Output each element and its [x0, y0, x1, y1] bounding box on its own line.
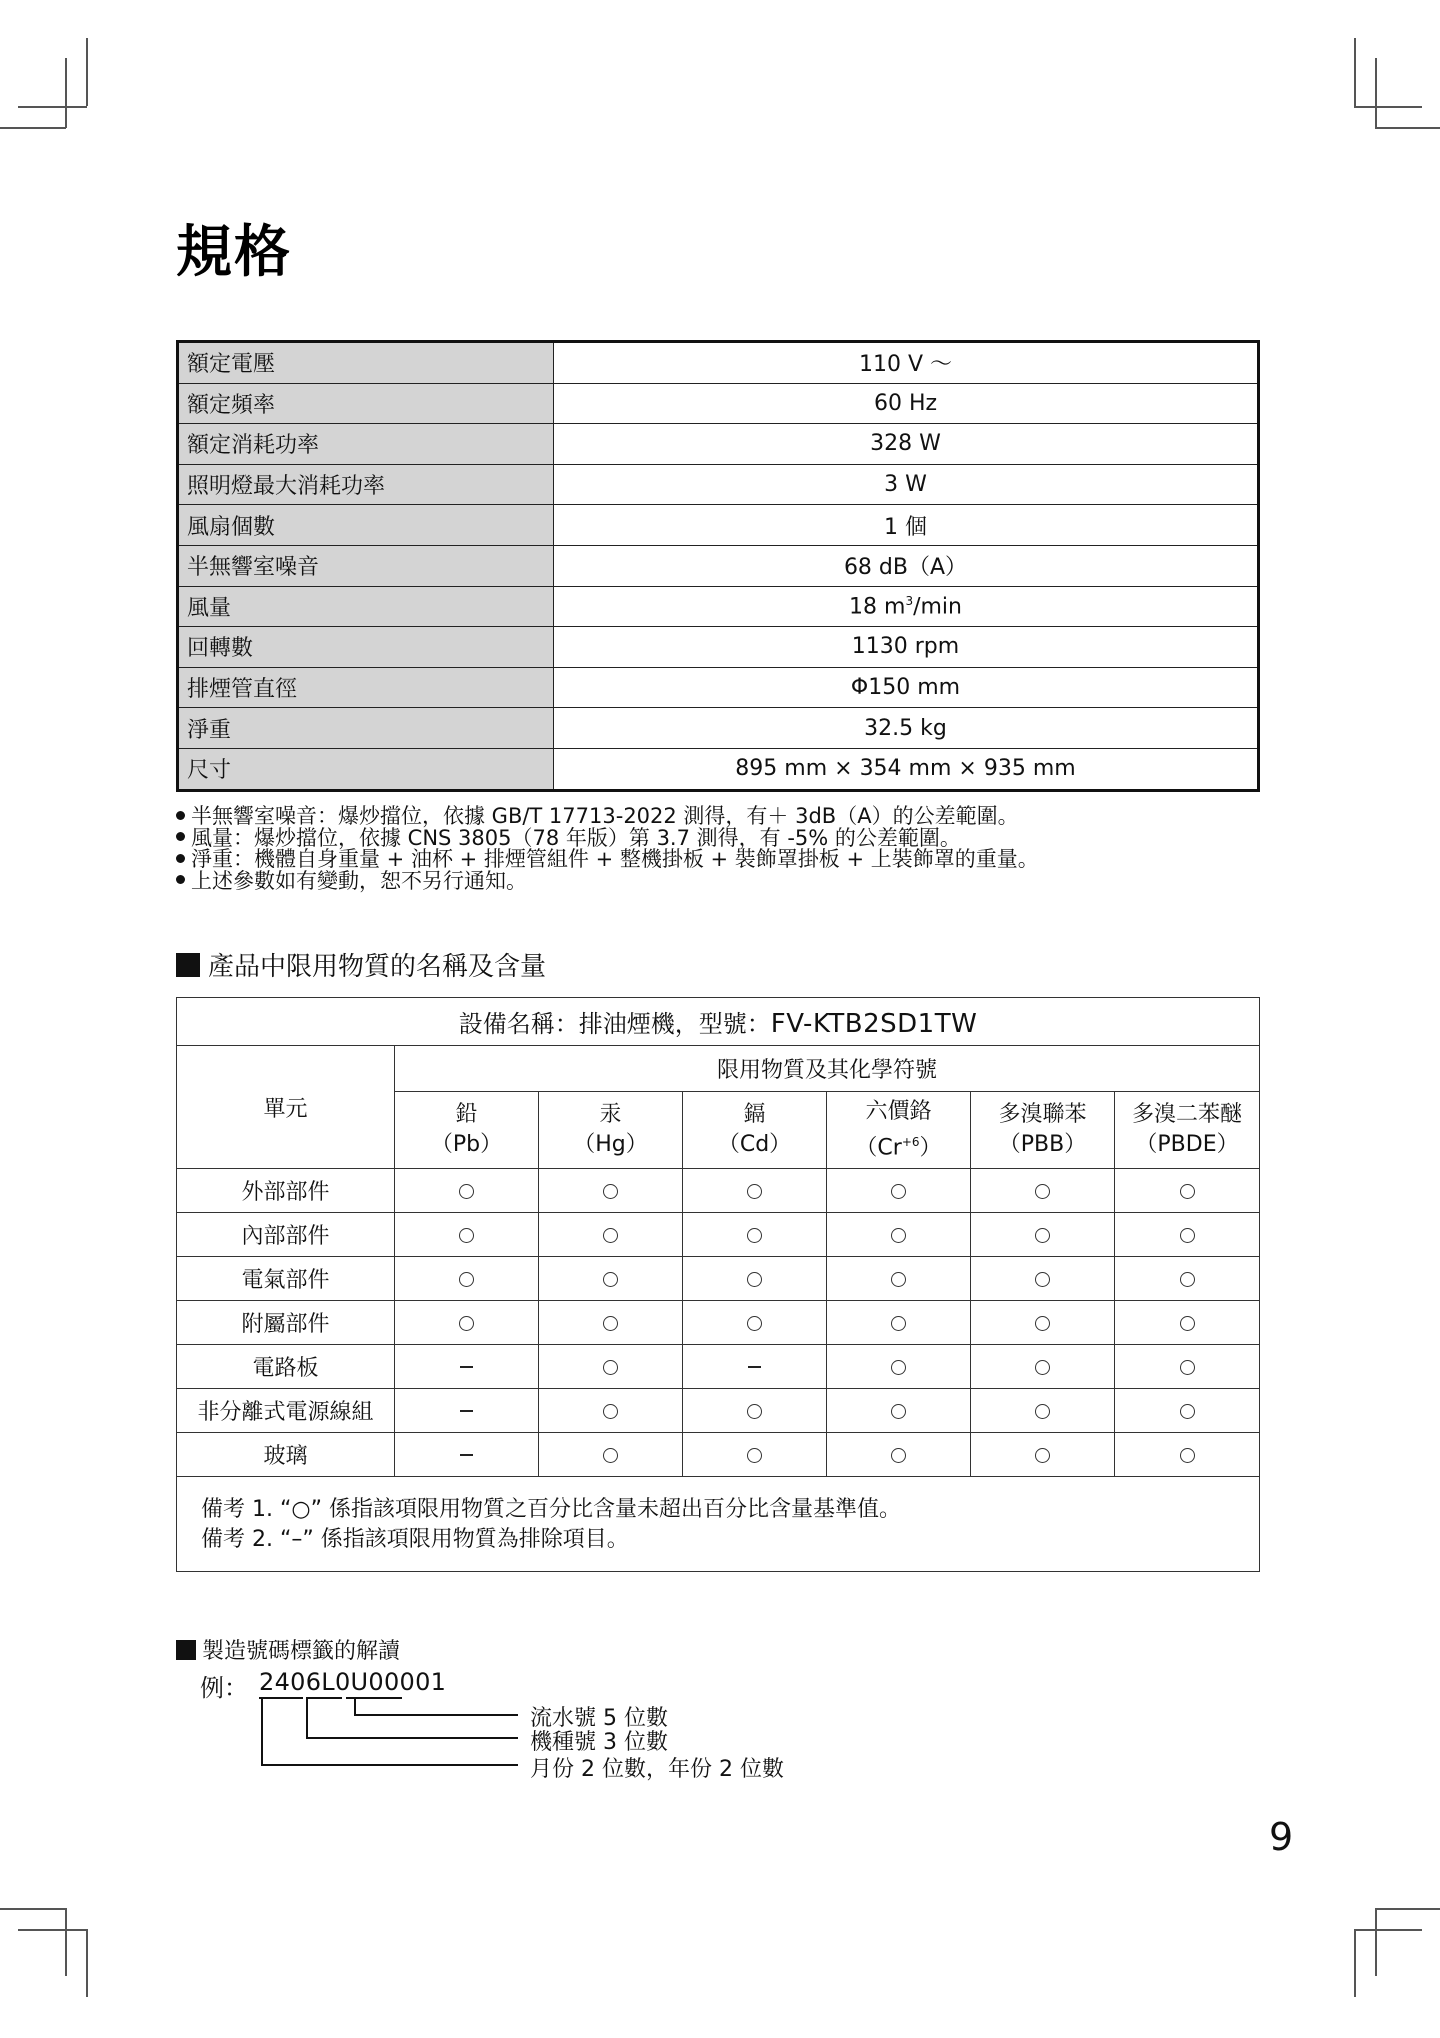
underline-model — [306, 1697, 342, 1699]
substance-status-cell — [827, 1389, 971, 1433]
spec-label: 回轉數 — [178, 627, 554, 668]
circle-mark-icon — [1180, 1228, 1195, 1243]
spec-table — [176, 340, 1260, 792]
spec-value: 110 V ～ — [554, 342, 1259, 384]
dash-mark-icon — [748, 1366, 761, 1368]
substance-status-cell — [827, 1213, 971, 1257]
restricted-substances-table — [176, 997, 1260, 1572]
spec-label: 淨重 — [178, 708, 554, 749]
spec-value: 328 W — [554, 424, 1259, 465]
unit-name: 電路板 — [177, 1345, 395, 1389]
note-text: 淨重：機體自身重量 + 油杯 + 排煙管組件 + 整機掛板 + 裝飾罩掛板 + 上裝飾罩的重量。 — [191, 847, 1039, 871]
spec-row — [178, 708, 1259, 749]
substance-status-cell — [683, 1345, 827, 1389]
bullet-icon — [176, 854, 185, 863]
circle-mark-icon — [747, 1316, 762, 1331]
circle-mark-icon — [1035, 1228, 1050, 1243]
remark-text: 備考 2. “–” 係指該項限用物質為排除項目。 — [201, 1527, 629, 1552]
serial-example-code — [259, 1668, 446, 1696]
symbol-pre: （Cr — [855, 1135, 902, 1161]
substance-status-cell — [971, 1301, 1115, 1345]
table-row — [177, 1213, 1260, 1257]
circle-mark-icon — [1035, 1184, 1050, 1199]
symbol-post: ） — [919, 1135, 942, 1161]
substance-header — [827, 1092, 971, 1169]
substance-status-cell — [1115, 1433, 1260, 1477]
substances-header: 限用物質及其化學符號 — [395, 1046, 1260, 1092]
serial-part-date: 2406 — [259, 1668, 322, 1696]
substance-status-cell — [395, 1257, 539, 1301]
spec-value: 895 mm × 354 mm × 935 mm — [554, 748, 1259, 790]
remarks-cell — [177, 1477, 1260, 1572]
spec-row — [178, 667, 1259, 708]
substance-status-cell — [827, 1433, 971, 1477]
rohs-section-title: 產品中限用物質的名稱及含量 — [208, 952, 547, 982]
substance-status-cell — [1115, 1389, 1260, 1433]
substance-header — [971, 1092, 1115, 1169]
substance-status-cell — [395, 1213, 539, 1257]
rohs-section-heading — [176, 946, 546, 983]
spec-value: 68 dB（A） — [554, 545, 1259, 586]
circle-mark-icon — [747, 1184, 762, 1199]
equipment-label: 設備名稱：排油煙機，型號： — [458, 1010, 771, 1038]
substance-symbol: （PBB） — [998, 1132, 1087, 1157]
spec-row — [178, 748, 1259, 790]
circle-mark-icon — [1035, 1448, 1050, 1463]
spec-value: 3 W — [554, 464, 1259, 505]
square-bullet-icon — [176, 953, 200, 977]
spec-label: 排煙管直徑 — [178, 667, 554, 708]
spec-row — [178, 342, 1259, 384]
serial-section-title: 製造號碼標籤的解讀 — [202, 1639, 401, 1664]
substance-status-cell — [971, 1169, 1115, 1213]
spec-notes — [176, 806, 1276, 892]
page-number: 9 — [1269, 1815, 1294, 1859]
circle-mark-icon — [603, 1316, 618, 1331]
substance-status-cell — [539, 1389, 683, 1433]
bullet-icon — [176, 832, 185, 841]
spec-label: 額定電壓 — [178, 342, 554, 384]
spec-row — [178, 464, 1259, 505]
table-row — [177, 1301, 1260, 1345]
substance-status-cell — [683, 1257, 827, 1301]
substance-status-cell — [827, 1345, 971, 1389]
symbol-superscript: +6 — [901, 1134, 920, 1149]
spec-row — [178, 505, 1259, 546]
substance-symbol: （PBDE） — [1135, 1132, 1239, 1157]
note-text: 上述參數如有變動，恕不另行通知。 — [191, 868, 527, 893]
circle-mark-icon — [1180, 1316, 1195, 1331]
table-row — [177, 1389, 1260, 1433]
spec-value: 1130 rpm — [554, 627, 1259, 668]
spec-value: 32.5 kg — [554, 708, 1259, 749]
substance-status-cell — [683, 1301, 827, 1345]
substance-status-cell — [395, 1389, 539, 1433]
table-row — [177, 1169, 1260, 1213]
spec-value-superscript: 3 — [905, 593, 914, 608]
circle-mark-icon — [1035, 1404, 1050, 1419]
equipment-name-cell — [177, 998, 1260, 1046]
note-item — [176, 849, 1276, 871]
note-text: 風量：爆炒擋位，依據 CNS 3805（78 年版）第 3.7 測得，有 -5% 的公差範圍。 — [191, 825, 961, 850]
unit-name: 外部部件 — [177, 1169, 395, 1213]
substance-status-cell — [683, 1433, 827, 1477]
spec-value-suffix: /min — [913, 594, 962, 620]
circle-mark-icon — [1180, 1360, 1195, 1375]
substance-symbol: （Pb） — [430, 1132, 503, 1157]
substance-status-cell — [1115, 1169, 1260, 1213]
circle-mark-icon — [747, 1272, 762, 1287]
substance-name: 六價鉻 — [865, 1098, 932, 1124]
spec-value — [554, 586, 1259, 627]
substance-status-cell — [395, 1169, 539, 1213]
substance-status-cell — [539, 1345, 683, 1389]
spec-row — [178, 627, 1259, 668]
substance-status-cell — [1115, 1213, 1260, 1257]
spec-row — [178, 424, 1259, 465]
substance-status-cell — [395, 1345, 539, 1389]
circle-mark-icon — [747, 1404, 762, 1419]
substance-header — [539, 1092, 683, 1169]
unit-name: 電氣部件 — [177, 1257, 395, 1301]
note-item — [176, 868, 1276, 893]
substance-status-cell — [1115, 1301, 1260, 1345]
substance-status-cell — [971, 1257, 1115, 1301]
table-row — [177, 1345, 1260, 1389]
circle-mark-icon — [1180, 1448, 1195, 1463]
substance-name: 多溴二苯醚 — [1132, 1102, 1243, 1127]
note-text: 半無響室噪音：爆炒擋位，依據 GB/T 17713-2022 測得，有＋ 3dB（A）的公差範圍。 — [191, 804, 1019, 828]
circle-mark-icon — [891, 1360, 906, 1375]
circle-mark-icon — [603, 1184, 618, 1199]
substance-status-cell — [539, 1213, 683, 1257]
spec-row — [178, 383, 1259, 424]
substance-status-cell — [827, 1257, 971, 1301]
substance-status-cell — [539, 1301, 683, 1345]
spec-label: 風扇個數 — [178, 505, 554, 546]
substance-header — [1115, 1092, 1260, 1169]
model-number: FV-KTB2SD1TW — [770, 1009, 978, 1039]
circle-mark-icon — [1035, 1272, 1050, 1287]
circle-mark-icon — [1180, 1272, 1195, 1287]
spec-value: 1 個 — [554, 505, 1259, 546]
substance-status-cell — [539, 1169, 683, 1213]
table-row — [177, 1433, 1260, 1477]
substance-status-cell — [971, 1433, 1115, 1477]
dash-mark-icon — [460, 1366, 473, 1368]
page-title: 規格 — [176, 220, 292, 285]
circle-mark-icon — [603, 1360, 618, 1375]
substance-status-cell — [539, 1257, 683, 1301]
spec-value-main: 18 m — [849, 594, 906, 620]
circle-mark-icon — [603, 1228, 618, 1243]
circle-mark-icon — [891, 1448, 906, 1463]
spec-label: 尺寸 — [178, 748, 554, 790]
circle-mark-icon — [891, 1316, 906, 1331]
unit-name: 內部部件 — [177, 1213, 395, 1257]
serial-part-model: L0U — [321, 1668, 369, 1696]
substance-status-cell — [683, 1389, 827, 1433]
circle-mark-icon — [1035, 1316, 1050, 1331]
spec-label: 半無響室噪音 — [178, 545, 554, 586]
circle-mark-icon — [603, 1448, 618, 1463]
dash-mark-icon — [460, 1410, 473, 1412]
spec-label: 照明燈最大消耗功率 — [178, 464, 554, 505]
circle-mark-icon — [891, 1228, 906, 1243]
substance-status-cell — [395, 1433, 539, 1477]
note-item — [176, 806, 1276, 828]
square-bullet-icon — [176, 1640, 196, 1660]
bullet-icon — [176, 875, 185, 884]
serial-part-sequence: 00001 — [368, 1668, 447, 1696]
circle-mark-icon — [459, 1184, 474, 1199]
circle-mark-icon — [747, 1228, 762, 1243]
legend-model: 機種號 3 位數 — [530, 1730, 668, 1755]
legend-sequence: 流水號 5 位數 — [530, 1706, 668, 1731]
substance-status-cell — [971, 1213, 1115, 1257]
circle-mark-icon — [1035, 1360, 1050, 1375]
circle-mark-icon — [603, 1272, 618, 1287]
substance-symbol — [827, 1127, 970, 1163]
spec-label: 額定頻率 — [178, 383, 554, 424]
unit-name: 玻璃 — [177, 1433, 395, 1477]
spec-value: 60 Hz — [554, 383, 1259, 424]
spec-label: 額定消耗功率 — [178, 424, 554, 465]
substance-status-cell — [539, 1433, 683, 1477]
circle-mark-icon — [1180, 1404, 1195, 1419]
remark-text: 備考 1. “○” 係指該項限用物質之百分比含量未超出百分比含量基準值。 — [201, 1497, 901, 1522]
circle-mark-icon — [891, 1272, 906, 1287]
spec-row — [178, 545, 1259, 586]
spec-row — [178, 586, 1259, 627]
unit-name: 非分離式電源線組 — [177, 1389, 395, 1433]
unit-header: 單元 — [177, 1046, 395, 1169]
substance-symbol: （Cd） — [717, 1132, 792, 1157]
substance-status-cell — [971, 1389, 1115, 1433]
substance-name: 多溴聯苯 — [998, 1102, 1087, 1127]
legend-date: 月份 2 位數，年份 2 位數 — [530, 1757, 784, 1782]
substance-header — [683, 1092, 827, 1169]
serial-section-heading — [176, 1634, 400, 1665]
substance-status-cell — [1115, 1345, 1260, 1389]
substance-name: 鎘 — [743, 1102, 766, 1127]
circle-mark-icon — [747, 1448, 762, 1463]
circle-mark-icon — [891, 1404, 906, 1419]
substance-status-cell — [827, 1301, 971, 1345]
circle-mark-icon — [1180, 1184, 1195, 1199]
substance-status-cell — [683, 1213, 827, 1257]
bullet-icon — [176, 811, 185, 820]
circle-mark-icon — [459, 1272, 474, 1287]
table-row — [177, 1257, 1260, 1301]
substance-status-cell — [971, 1345, 1115, 1389]
substance-status-cell — [827, 1169, 971, 1213]
substance-name: 鉛 — [455, 1102, 478, 1127]
circle-mark-icon — [459, 1228, 474, 1243]
substance-name: 汞 — [599, 1102, 622, 1127]
spec-value: Φ150 mm — [554, 667, 1259, 708]
substance-status-cell — [395, 1301, 539, 1345]
spec-label: 風量 — [178, 586, 554, 627]
circle-mark-icon — [603, 1404, 618, 1419]
substance-status-cell — [683, 1169, 827, 1213]
circle-mark-icon — [891, 1184, 906, 1199]
note-item — [176, 825, 1276, 850]
substance-header — [395, 1092, 539, 1169]
dash-mark-icon — [460, 1454, 473, 1456]
serial-example-label: 例： — [200, 1674, 248, 1702]
substance-status-cell — [1115, 1257, 1260, 1301]
underline-date — [259, 1697, 303, 1699]
substance-symbol: （Hg） — [573, 1132, 648, 1157]
circle-mark-icon — [459, 1316, 474, 1331]
unit-name: 附屬部件 — [177, 1301, 395, 1345]
